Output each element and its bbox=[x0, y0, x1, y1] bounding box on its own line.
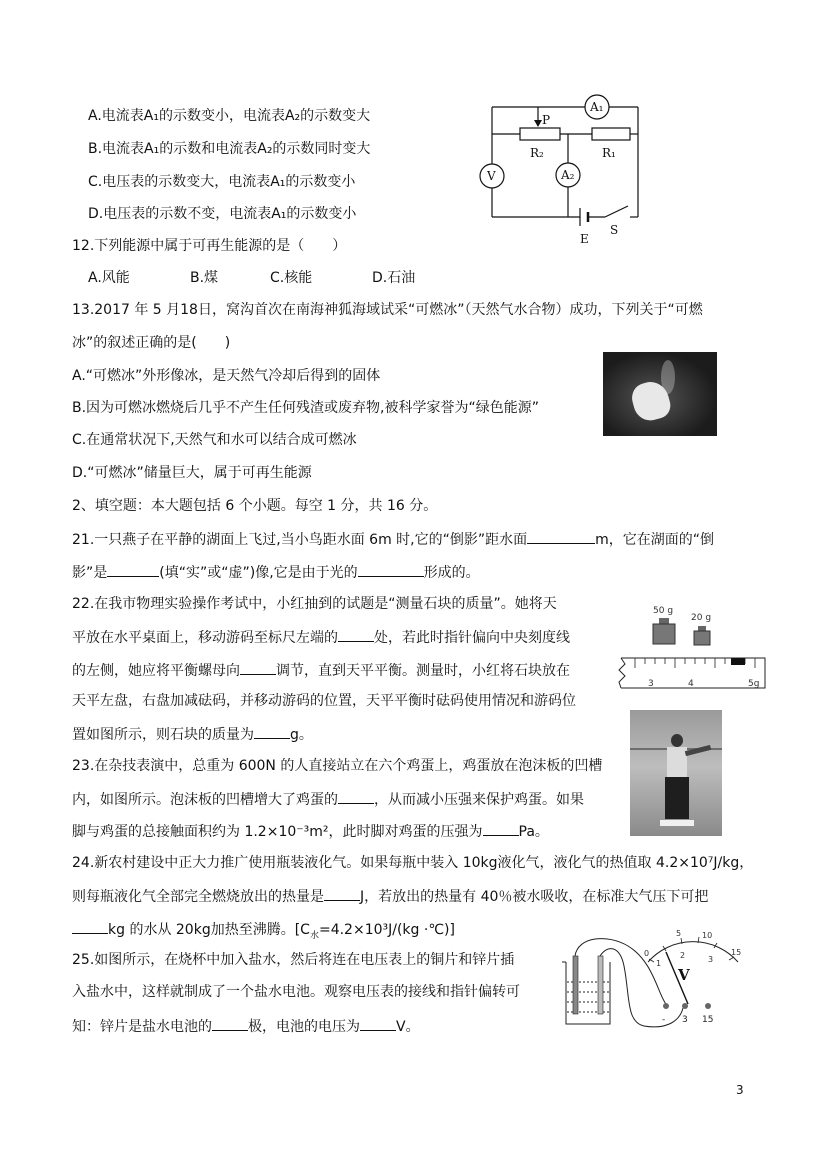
salt-battery-figure bbox=[558, 926, 748, 1034]
q13-option-c: C.在通常状况下,天然气和水可以结合成可燃冰 bbox=[72, 432, 357, 448]
q12-option-b: B.煤 bbox=[190, 270, 219, 286]
q11-option-a: A.电流表A₁的示数变小，电流表A₂的示数变大 bbox=[88, 108, 371, 124]
q23-line1: 23.在杂技表演中，总重为 600N 的人直接站立在六个鸡蛋上，鸡蛋放在泡沫板的凹槽 bbox=[72, 758, 603, 774]
q13-option-a: A.“可燃冰”外形像冰，是天然气冷却后得到的固体 bbox=[72, 368, 381, 384]
weight-50g-label: 50 g bbox=[653, 606, 674, 616]
answer-blank[interactable] bbox=[240, 659, 276, 675]
q24-line1: 24.新农村建设中正大力推广使用瓶装液化气。如果每瓶中装入 10kg液化气，液化气的热值取 4.2×10⁷J/kg， bbox=[72, 855, 754, 871]
q23-line3: 脚与鸡蛋的总接触面积约为 1.2×10⁻³m²，此时脚对鸡蛋的压强为 Pa。 bbox=[72, 820, 549, 842]
dial-scale-5: 5 bbox=[676, 929, 682, 938]
resistor-r2-label: R₂ bbox=[530, 146, 544, 160]
dial-scale-0: 0 bbox=[644, 949, 650, 958]
q13-stem-line1: 13.2017 年 5 月18日，窝沟首次在南海神狐海域试采“可燃冰”（天然气水合物）成功，下列关于“可燃 bbox=[72, 302, 703, 318]
answer-blank[interactable] bbox=[72, 918, 108, 934]
battery-e-label: E bbox=[580, 232, 589, 246]
q12-option-c: C.核能 bbox=[270, 270, 313, 286]
q22-line4: 天平左盘，右盘加减砝码，并移动游码的位置，天平平衡时砝码使用情况和游码位 bbox=[72, 693, 576, 709]
q24-line3: kg 的水从 20kg加热至沸腾。[$C_水=4.2\times 10^3J/(kg$ ·℃)] bbox=[72, 918, 455, 946]
ruler-tick-3: 3 bbox=[648, 679, 654, 689]
voltmeter-v-symbol: V bbox=[678, 966, 690, 984]
q11-option-b: B.电流表A₁的示数和电流表A₂的示数同时变大 bbox=[88, 141, 371, 157]
slider-p-label: P bbox=[542, 113, 551, 127]
ammeter-a1-label: A₁ bbox=[590, 100, 604, 114]
q23-line2: 内，如图所示。泡沫板的凹槽增大了鸡蛋的 ，从而减小压强来保护鸡蛋。如果 bbox=[72, 788, 584, 810]
q11-option-c: C.电压表的示数变大，电流表A₁的示数变小 bbox=[88, 174, 356, 190]
answer-blank[interactable] bbox=[360, 1015, 396, 1031]
dial-inner-2: 2 bbox=[680, 951, 686, 960]
weight-20g-label: 20 g bbox=[691, 613, 712, 623]
q25-line3: 知：锌片是盐水电池的 极，电池的电压为 V。 bbox=[72, 1015, 420, 1037]
resistor-r1-label: R₁ bbox=[602, 146, 616, 160]
answer-blank[interactable] bbox=[107, 561, 159, 577]
terminal-3: 3 bbox=[682, 1015, 688, 1025]
terminal-negative: - bbox=[662, 1015, 666, 1025]
dial-inner-1: 1 bbox=[656, 959, 662, 968]
answer-blank[interactable] bbox=[324, 885, 360, 901]
ammeter-a2-label: A₂ bbox=[561, 168, 575, 182]
terminal-15: 15 bbox=[702, 1015, 714, 1025]
ruler-tick-4: 4 bbox=[688, 679, 694, 689]
answer-blank[interactable] bbox=[338, 788, 374, 804]
q13-option-d: D.“可燃冰”储量巨大，属于可再生能源 bbox=[72, 465, 312, 481]
switch-s-label: S bbox=[610, 223, 619, 237]
answer-blank[interactable] bbox=[338, 626, 374, 642]
q22-line3: 的左侧，她应将平衡螺母向 调节，直到天平平衡。测量时，小红将石块放在 bbox=[72, 659, 570, 681]
q12-option-a: A.风能 bbox=[88, 270, 130, 286]
dial-scale-15: 15 bbox=[731, 948, 742, 957]
section-2-heading: 2、填空题：本大题包括 6 个小题。每空 1 分，共 16 分。 bbox=[72, 498, 438, 514]
q25-line2: 入盐水中，这样就制成了一个盐水电池。观察电压表的接线和指针偏转可 bbox=[72, 984, 520, 1000]
q11-option-d: D.电压表的示数不变，电流表A₁的示数变小 bbox=[88, 206, 357, 222]
answer-blank[interactable] bbox=[358, 561, 424, 577]
burning-ice-photo bbox=[603, 352, 717, 436]
q21-line2: 影”是 (填“实”或“虚”)像,它是由于光的 形成的。 bbox=[72, 561, 480, 583]
q13-stem-line2: 冰”的叙述正确的是( ) bbox=[72, 335, 231, 351]
q21-line1: 21.一只燕子在平静的湖面上飞过,当小鸟距水面 6m 时,它的“倒影”距水面 m，它在湖面的“倒 bbox=[72, 528, 714, 550]
answer-blank[interactable] bbox=[483, 820, 519, 836]
balance-weights-figure bbox=[615, 598, 773, 710]
q13-option-b: B.因为可燃冰燃烧后几乎不产生任何残渣或废弃物,被科学家誉为“绿色能源” bbox=[72, 400, 540, 416]
page-number: 3 bbox=[736, 1083, 744, 1097]
acrobat-photo bbox=[630, 710, 722, 836]
answer-blank[interactable] bbox=[527, 528, 595, 544]
answer-blank[interactable] bbox=[254, 723, 290, 739]
voltmeter-label: V bbox=[487, 169, 496, 183]
q12-stem: 12.下列能源中属于可再生能源的是（ ） bbox=[72, 238, 347, 254]
dial-inner-3: 3 bbox=[708, 955, 714, 964]
answer-blank[interactable] bbox=[212, 1015, 248, 1031]
q24-line2: 则每瓶液化气全部完全燃烧放出的热量是 J，若放出的热量有 40％被水吸收，在标准大气压下可把 bbox=[72, 885, 708, 907]
circuit-diagram bbox=[470, 90, 650, 255]
ruler-tick-5g: 5g bbox=[748, 679, 760, 689]
q22-line2: 平放在水平桌面上，移动游码至标尺左端的 处，若此时指针偏向中央刻度线 bbox=[72, 626, 570, 648]
q12-option-d: D.石油 bbox=[372, 270, 416, 286]
dial-scale-10: 10 bbox=[702, 931, 713, 940]
q22-line1: 22.在我市物理实验操作考试中，小红抽到的试题是“测量石块的质量”。她将天 bbox=[72, 596, 557, 612]
q22-line5: 置如图所示，则石块的质量为 g。 bbox=[72, 723, 313, 745]
q25-line1: 25.如图所示，在烧杯中加入盐水，然后将连在电压表上的铜片和锌片插 bbox=[72, 952, 515, 968]
